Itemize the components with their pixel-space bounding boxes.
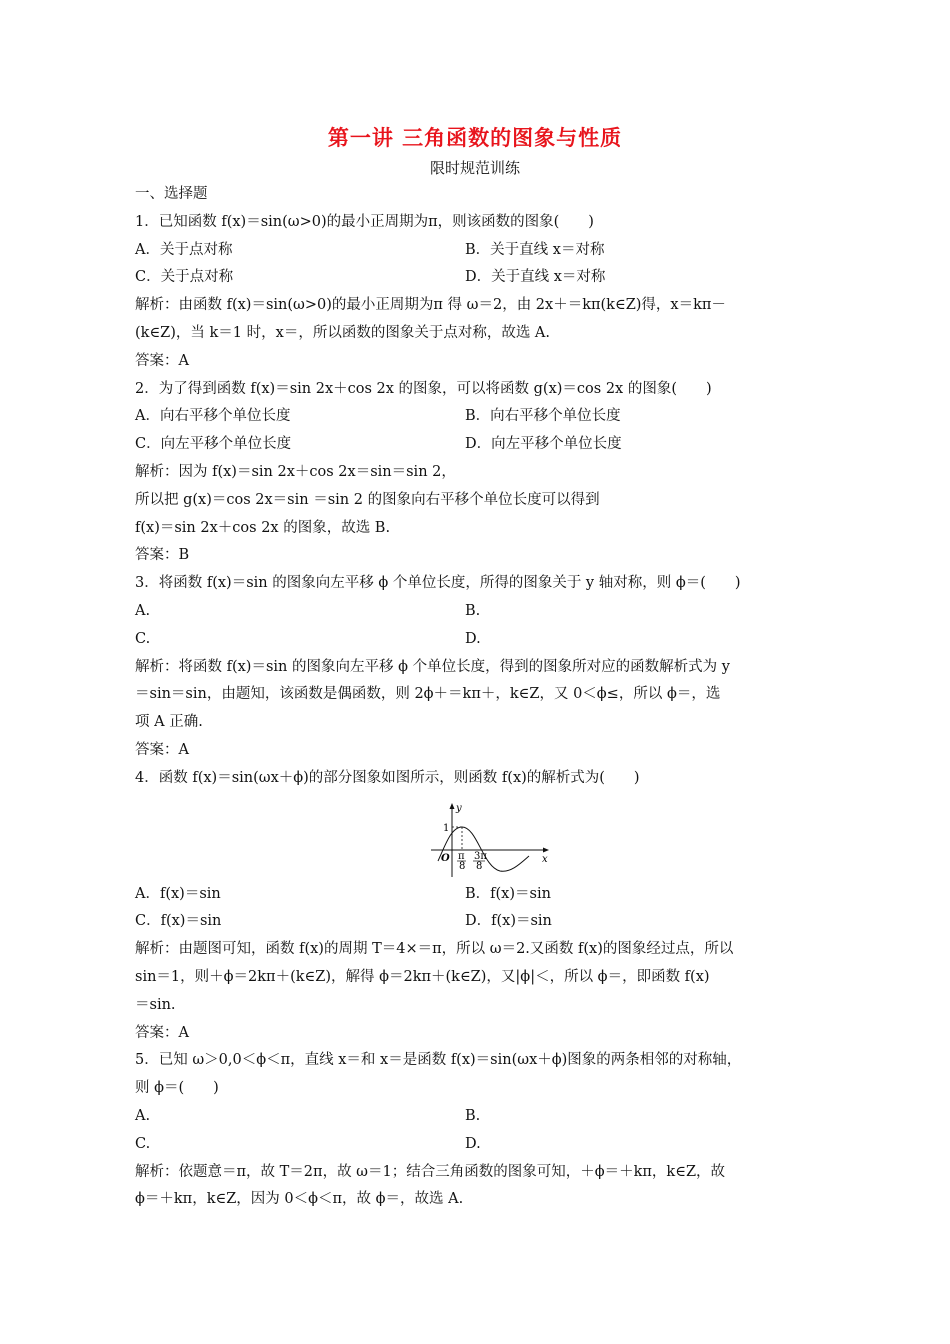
q4-option-d: D．f(x)＝sin <box>465 913 552 930</box>
q4-graph-figure <box>135 793 835 881</box>
q3-options-row2 <box>135 626 835 654</box>
q4-options-row2 <box>135 908 835 936</box>
q5-analysis-line1: 解析：依题意＝π，故 T＝2π，故 ω＝1；结合三角函数的图象可知，＋ϕ＝＋kπ，k∈Z，故 <box>135 1163 726 1180</box>
q5-option-d: D. <box>465 1135 481 1152</box>
q5-options-row2 <box>135 1131 835 1159</box>
q4-analysis-line1: 解析：由题图可知，函数 f(x)的周期 T＝4×＝π，所以 ω＝2.又函数 f(x)的图象经过点，所以 <box>135 941 734 958</box>
q2-analysis-line3: f(x)＝sin 2x＋cos 2x 的图象，故选 B. <box>135 519 391 536</box>
document-body <box>135 181 835 1214</box>
tick2-numerator: 3π <box>474 850 487 862</box>
q2-answer: 答案：B <box>135 547 190 564</box>
q4-option-b: B．f(x)＝sin <box>465 885 551 902</box>
q3-option-b: B. <box>465 602 481 619</box>
q2-option-d: D．向左平移个单位长度 <box>465 436 622 453</box>
page-title: 第一讲 三角函数的图象与性质 <box>327 126 623 150</box>
q3-answer: 答案：A <box>135 741 189 758</box>
q3-stem: 3．将函数 f(x)＝sin 的图象向左平移 ϕ 个单位长度，所得的图象关于 y 轴对称，则 ϕ＝( ) <box>135 575 741 592</box>
q5-analysis-line2: ϕ＝＋kπ，k∈Z，因为 0＜ϕ＜π，故 ϕ＝，故选 A. <box>135 1191 464 1208</box>
y-axis-label: y <box>456 802 462 814</box>
q5-option-a: A. <box>135 1107 151 1124</box>
q2-analysis-line1: 解析：因为 f(x)＝sin 2x＋cos 2x＝sin＝sin 2， <box>135 463 456 480</box>
q2-analysis-line2: 所以把 g(x)＝cos 2x＝sin ＝sin 2 的图象向右平移个单位长度可以得到 <box>135 491 600 508</box>
tick2-denominator: 8 <box>476 860 483 872</box>
q4-options-row1 <box>135 881 835 909</box>
q1-options-row2 <box>135 264 835 292</box>
tick1-denominator: 8 <box>459 860 466 872</box>
q2-options-row1 <box>135 403 835 431</box>
q2-option-b: B．向右平移个单位长度 <box>465 408 621 425</box>
y-axis-arrow <box>450 803 455 809</box>
q2-options-row2 <box>135 431 835 459</box>
sine-graph <box>425 801 555 879</box>
q5-option-b: B. <box>465 1107 481 1124</box>
q5-stem-line1: 5．已知 ω＞0,0＜ϕ＜π，直线 x＝和 x＝是函数 f(x)＝sin(ωx＋ϕ)图象的两条相邻的对称轴， <box>135 1052 742 1069</box>
origin-label: O <box>441 852 450 864</box>
q1-option-c: C．关于点对称 <box>135 269 234 286</box>
q1-stem: 1．已知函数 f(x)＝sin(ω>0)的最小正周期为π，则该函数的图象( ) <box>135 213 594 230</box>
tick1-numerator: π <box>458 850 465 862</box>
q4-analysis-line2: sin＝1，则＋ϕ＝2kπ＋(k∈Z)，解得 ϕ＝2kπ＋(k∈Z)，又|ϕ|＜，所以 ϕ＝，即函数 f(x) <box>135 968 710 985</box>
q5-option-c: C. <box>135 1135 151 1152</box>
q4-answer: 答案：A <box>135 1024 189 1041</box>
q4-analysis-line3: ＝sin. <box>135 996 176 1013</box>
q5-options-row1 <box>135 1103 835 1131</box>
x-axis-label: x <box>542 853 548 865</box>
q1-analysis-line1: 解析：由函数 f(x)＝sin(ω>0)的最小正周期为π 得 ω＝2，由 2x＋＝kπ(k∈Z)得，x＝kπ－ <box>135 297 726 314</box>
q1-analysis-line2: (k∈Z)，当 k＝1 时，x＝，所以函数的图象关于点对称，故选 A. <box>135 324 551 341</box>
q1-option-a: A．关于点对称 <box>135 241 233 258</box>
q2-stem: 2．为了得到函数 f(x)＝sin 2x＋cos 2x 的图象，可以将函数 g(x)＝cos 2x 的图象( ) <box>135 380 712 397</box>
q3-analysis-line1: 解析：将函数 f(x)＝sin 的图象向左平移 ϕ 个单位长度，得到的图象所对应的函数解析式为 y <box>135 658 730 675</box>
q2-option-a: A．向右平移个单位长度 <box>135 408 291 425</box>
q3-analysis-line2: ＝sin＝sin，由题知，该函数是偶函数，则 2ϕ＋＝kπ＋，k∈Z，又 0＜ϕ≤，所以 ϕ＝，选 <box>135 686 721 703</box>
section-heading: 一、选择题 <box>135 186 208 202</box>
q3-option-d: D. <box>465 630 481 647</box>
q3-option-c: C. <box>135 630 151 647</box>
q1-option-b: B．关于直线 x＝对称 <box>465 241 605 258</box>
q1-answer: 答案：A <box>135 352 189 369</box>
q4-option-c: C．f(x)＝sin <box>135 913 222 930</box>
q1-options-row1 <box>135 237 835 265</box>
page-subtitle: 限时规范训练 <box>429 159 520 177</box>
q4-option-a: A．f(x)＝sin <box>135 885 221 902</box>
q4-stem: 4．函数 f(x)＝sin(ωx＋ϕ)的部分图象如图所示，则函数 f(x)的解析式为( ) <box>135 769 640 786</box>
q3-options-row1 <box>135 598 835 626</box>
q5-stem-line2: 则 ϕ＝( ) <box>135 1080 219 1097</box>
q2-option-c: C．向左平移个单位长度 <box>135 436 292 453</box>
q3-analysis-line3: 项 A 正确. <box>135 714 203 731</box>
q1-option-d: D．关于直线 x＝对称 <box>465 269 606 286</box>
q3-option-a: A. <box>135 602 151 619</box>
y-tick-one-label: 1 <box>443 822 450 834</box>
x-axis-arrow <box>543 847 549 852</box>
